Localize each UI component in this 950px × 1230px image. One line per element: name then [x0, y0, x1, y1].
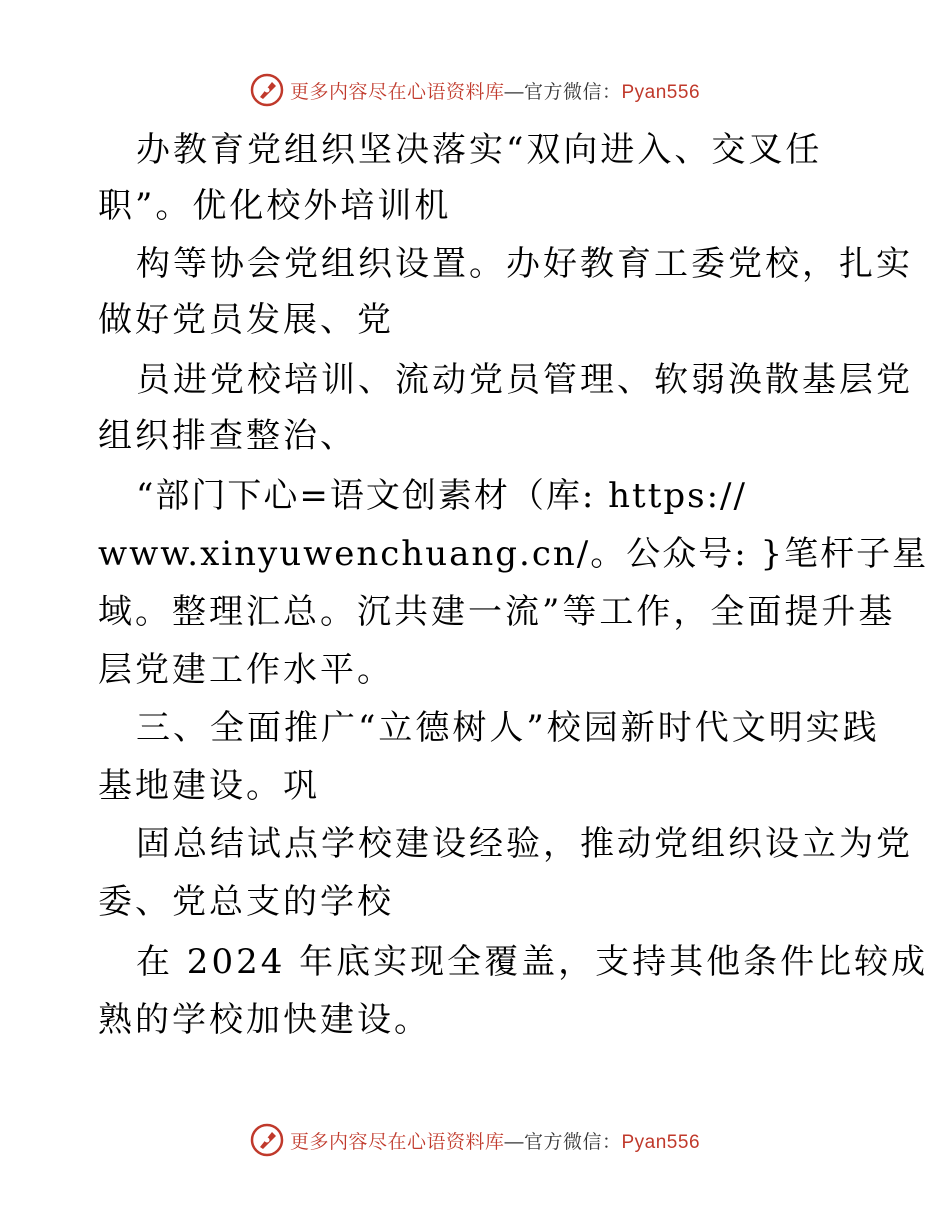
- watermark-text: [290, 1127, 700, 1154]
- watermark-dash: —: [504, 1131, 524, 1153]
- body-line: 做好党员发展、党: [98, 300, 394, 340]
- body-line: 员进党校培训、流动党员管理、软弱涣散基层党: [136, 360, 913, 400]
- pen-nib-logo-icon: [250, 73, 284, 107]
- body-line: 熟的学校加快建设。: [98, 1000, 431, 1040]
- header-watermark: [0, 70, 950, 110]
- body-line: 在 2024 年底实现全覆盖，支持其他条件比较成: [136, 942, 929, 982]
- body-line: 域。整理汇总。沉共建一流”等工作，全面提升基: [98, 592, 896, 632]
- watermark-wechat-prefix: 官方微信：: [523, 81, 622, 103]
- body-line: 固总结试点学校建设经验，推动党组织设立为党: [136, 824, 913, 864]
- watermark-wechat-id: Pyan556: [621, 81, 701, 103]
- body-line: 层党建工作水平。: [98, 650, 394, 690]
- watermark-brand: 更多内容尽在心语资料库: [289, 81, 505, 103]
- watermark-text: [290, 77, 700, 104]
- body-line: 基地建设。巩: [98, 766, 320, 806]
- watermark-wechat-prefix: 官方微信：: [523, 1131, 622, 1153]
- body-line: 构等协会党组织设置。办好教育工委党校，扎实: [136, 244, 913, 284]
- watermark-wechat-id: Pyan556: [621, 1131, 701, 1153]
- body-line: 组织排查整治、: [98, 416, 357, 456]
- body-line: “部门下心=语文创素材（库: https://: [136, 476, 747, 516]
- watermark-brand: 更多内容尽在心语资料库: [289, 1131, 505, 1153]
- pen-nib-logo-icon: [250, 1123, 284, 1157]
- body-line: 职”。优化校外培训机: [98, 186, 452, 226]
- watermark-dash: —: [504, 81, 524, 103]
- footer-watermark: [0, 1120, 950, 1160]
- body-line: 委、党总支的学校: [98, 882, 394, 922]
- body-line: 办教育党组织坚决落实“双向进入、交叉任: [136, 130, 823, 170]
- body-line: 三、全面推广“立德树人”校园新时代文明实践: [136, 708, 880, 748]
- body-line: www.xinyuwenchuang.cn/。公众号: }笔杆子星: [98, 534, 929, 574]
